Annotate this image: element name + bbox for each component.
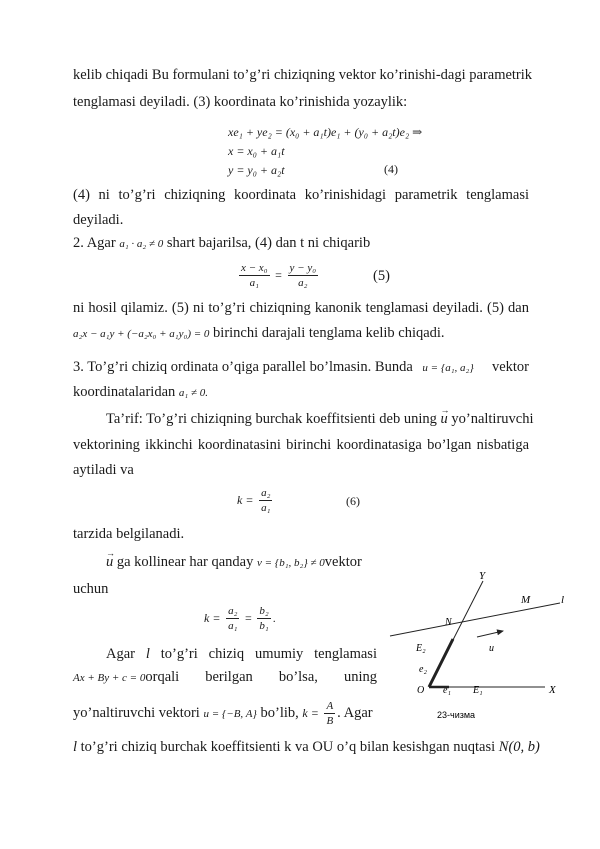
item-3-vector: u = {a₁, a₂}	[422, 362, 474, 374]
equation-6	[237, 487, 274, 514]
definition-text-a: Ta’rif: To’g’ri chiziqning burchak koeffitsienti deb uning	[106, 411, 437, 427]
paragraph-5-k: k =	[302, 705, 319, 720]
paragraph-3-line-2	[73, 324, 445, 343]
equation-5: $\frac{\text{x − x₀}}{\text{a₁}}$ = $\frac{\text{y − y₀}}{\text{a₂}}$	[241, 262, 317, 289]
paragraph-3-line-1: ni hosil qilamiz. (5) ni to’g’ri chiziqning kanonik tenglamasi deyiladi. (5) dan	[73, 300, 529, 316]
definition-line-2: vektorining ikkinchi koordinatasini birinchi koordinatasiga bo’lgan nisbatiga	[73, 437, 529, 453]
paragraph-5-berilgan: berilgan	[205, 669, 253, 685]
label-u: u	[489, 643, 494, 654]
equation-7	[204, 605, 276, 632]
item-3-line-2	[73, 383, 208, 402]
label-N: N	[445, 617, 452, 628]
equation-7-num-2: b₂	[259, 605, 269, 617]
collinear-equation: v = {b₁, b₂} ≠ 0	[256, 557, 325, 569]
definition-line-3: aytiladi va	[73, 462, 134, 478]
item-3-text: 3. To’g’ri chiziq ordinata o’qiga parallel bo’lmasin. Bunda	[73, 359, 413, 375]
equation-7-frac-2	[257, 605, 270, 632]
paragraph-5-chiziq: chiziq	[208, 646, 245, 662]
equation-5-num-2: y − y₀	[289, 262, 317, 274]
equation-4-row-3: y = y₀ + a₂t	[228, 163, 285, 177]
definition-u-vector: → u	[440, 410, 447, 428]
paragraph-5-line-1	[106, 645, 377, 663]
line-l	[390, 603, 560, 636]
paragraph-5-umumiy: umumiy	[254, 646, 304, 662]
label-Y: Y	[479, 570, 486, 582]
collinear-u-vector: → u	[106, 553, 113, 571]
paragraph-5-orqali: orqali	[145, 669, 180, 685]
paragraph-2-line-1: (4) ni to’g’ri chiziqning koordinata ko’rinishidagi parametrik tenglamasi	[73, 187, 529, 203]
item-2-line	[73, 234, 370, 253]
paragraph-5-line-4	[73, 738, 540, 756]
item-2-condition: a₁ · a₂ ≠ 0	[119, 238, 164, 250]
paragraph-3-text: birinchi darajali tenglama kelib chiqadi.	[213, 325, 445, 341]
definition-line-1	[106, 410, 534, 428]
equation-5-frac-1	[239, 262, 270, 289]
paragraph-5-agar: Agar	[106, 646, 135, 662]
definition-text-b: yo’naltiruvchi	[451, 411, 534, 427]
paragraph-1-line-1: kelib chiqadi Bu formulani to’g’ri chiziqning vektor ko’rinishi-dagi parametrik	[73, 67, 533, 83]
paragraph-4: tarzida belgilanadi.	[73, 526, 185, 542]
equation-4-number: (4)	[384, 162, 398, 176]
label-e2: e₂	[419, 664, 427, 675]
paragraph-5-tenglamasi: tenglamasi	[314, 646, 377, 662]
equation-6-den: a₁	[261, 502, 271, 514]
u-arrow	[477, 631, 503, 637]
equation-7-end: .	[272, 610, 276, 625]
equation-5-den-2: a₂	[298, 277, 308, 289]
equation-6-number: (6)	[346, 494, 360, 508]
equation-7-num-1: a₂	[228, 605, 238, 617]
figure-23	[385, 565, 575, 725]
paragraph-5-togri: to’g’ri	[160, 646, 198, 662]
paragraph-5-line-2	[73, 668, 377, 687]
figure-caption: 23-чизма	[437, 710, 476, 720]
paragraph-3-equation: a₂x − a₁y + (−a₂x₀ + a₁y₀) = 0	[73, 328, 210, 340]
paragraph-5-point-n: N(0, b)	[498, 739, 540, 755]
paragraph-5-frac-num: A	[326, 700, 334, 712]
equation-5-number: (5)	[373, 268, 390, 284]
paragraph-5-direction-text: yo’naltiruvchi vektori	[73, 704, 200, 721]
equation-7-den-1: a₁	[228, 620, 238, 632]
item-2-suffix: shart bajarilsa, (4) dan t ni chiqarib	[166, 235, 371, 251]
paragraph-5-line-3	[73, 700, 373, 727]
equation-4-row-2: x = x₀ + a₁t	[228, 144, 285, 158]
paragraph-5-agar-end: . Agar	[337, 704, 373, 721]
equation-6-num: a₂	[261, 487, 271, 499]
equation-5-frac-2	[288, 262, 319, 289]
equation-4-row-1: xe₁ + ye₂ = (x₀ + a₁t)e₁ + (y₀ + a₂t)e₂ ⇒	[228, 125, 423, 139]
label-e1: e₁	[443, 685, 451, 696]
paragraph-5-general-equation: Ax + By + c = 0	[73, 672, 146, 684]
collinear-line-1	[106, 553, 362, 572]
equation-6-lhs: k =	[237, 492, 254, 507]
equation-7-equals: =	[245, 610, 252, 625]
collinear-text-b: vektor	[324, 554, 362, 570]
label-E2: E₂	[416, 643, 426, 654]
equation-5-den-1: a₁	[249, 277, 259, 289]
label-O: O	[417, 685, 425, 696]
label-X: X	[549, 684, 556, 696]
equation-5-num-1: x − x₀	[241, 262, 268, 274]
e2-vector	[429, 639, 453, 687]
paragraph-5-uning: uning	[343, 669, 377, 685]
item-3-end: vektor	[491, 359, 529, 375]
collinear-text-a: ga kollinear har qanday	[116, 554, 254, 570]
item-3-line-1	[73, 358, 529, 377]
equation-7-lhs: k =	[204, 610, 221, 625]
label-M: M	[521, 594, 531, 606]
item-3-line-2-eq: a₁ ≠ 0.	[178, 387, 209, 399]
item-3-line-2-text: koordinatalaridan	[73, 384, 176, 400]
equation-6-frac	[259, 487, 272, 514]
equation-7-frac-1	[226, 605, 239, 632]
paragraph-5-direction-vector: u = {−B, A}	[203, 707, 257, 720]
paragraph-2-line-2: deyiladi.	[73, 212, 124, 228]
label-l: l	[561, 594, 565, 606]
paragraph-5-l: l	[145, 646, 150, 662]
item-2-prefix: 2. Agar	[73, 235, 116, 251]
paragraph-5-frac	[324, 700, 335, 727]
paragraph-5-bolsa: bo’lsa,	[278, 669, 318, 685]
paragraph-5-line-4-text: to’g’ri chiziq burchak koeffitsienti k va OU o’q bilan kesishgan nuqtasi	[80, 739, 496, 755]
equation-7-den-2: b₁	[259, 620, 269, 632]
paragraph-1-line-2: tenglamasi deyiladi. (3) koordinata ko’rinishida yozaylik:	[73, 94, 408, 110]
paragraph-5-line-4-l: l	[73, 739, 78, 755]
collinear-line-2: uchun	[73, 581, 109, 597]
label-E1: E₁	[473, 685, 483, 696]
paragraph-5-bolib: bo’lib,	[260, 704, 299, 721]
paragraph-5-frac-den: B	[326, 715, 334, 727]
